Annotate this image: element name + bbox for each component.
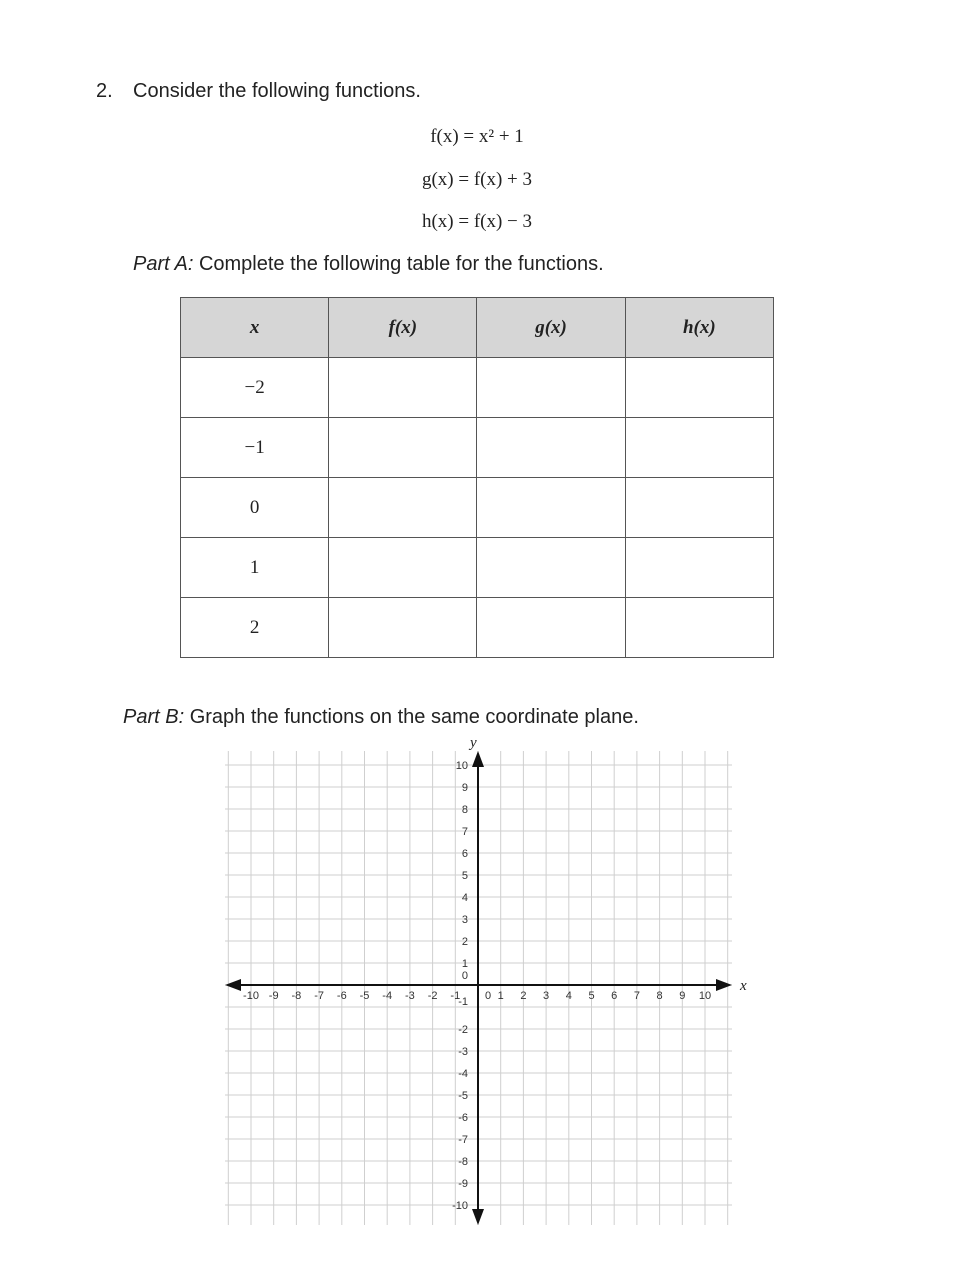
y-tick-label: 0 <box>461 970 468 982</box>
x-tick-label: 10 <box>698 990 712 1002</box>
x-tick-label: 7 <box>633 990 640 1002</box>
equation-g: g(x) = f(x) + 3 <box>421 169 533 190</box>
x-tick-label: -9 <box>268 990 279 1002</box>
part-a-text: Complete the following table for the functions. <box>193 253 604 275</box>
y-tick-label: 9 <box>461 782 468 794</box>
y-tick-label: -4 <box>458 1068 468 1080</box>
y-tick-label: -6 <box>458 1112 468 1124</box>
y-tick-label: 1 <box>461 958 468 970</box>
question-number: 2. <box>96 80 113 102</box>
x-tick-label: -5 <box>359 990 370 1002</box>
y-tick-label: -8 <box>458 1156 468 1168</box>
y-tick-label: 6 <box>461 848 468 860</box>
y-tick-label: 4 <box>461 892 468 904</box>
y-tick-label: 2 <box>461 936 468 948</box>
x-tick-label: 0 <box>484 990 492 1002</box>
part-a-label: Part A: <box>133 253 194 275</box>
part-b-text: Graph the functions on the same coordinate plane. <box>184 706 639 728</box>
x-value: 1 <box>181 538 329 598</box>
x-tick-label: 9 <box>679 990 686 1002</box>
y-axis-bottom-arrow <box>472 1209 484 1225</box>
x-tick-label: -10 <box>243 990 259 1002</box>
x-value: 0 <box>181 478 329 538</box>
y-tick-label: -2 <box>458 1024 468 1036</box>
y-tick-label: -9 <box>458 1178 468 1190</box>
x-tick-label: -4 <box>382 990 393 1002</box>
x-tick-label: 8 <box>656 990 663 1002</box>
y-tick-label: 7 <box>461 826 468 838</box>
y-axis-label: y <box>470 735 477 751</box>
x-axis-right-arrow <box>716 979 732 991</box>
x-tick-label: 1 <box>497 990 504 1002</box>
x-tick-label: 3 <box>543 990 550 1002</box>
y-tick-label: -3 <box>458 1046 468 1058</box>
header-h: h(x) <box>625 298 773 358</box>
x-tick-label: 6 <box>611 990 618 1002</box>
x-value: 2 <box>181 598 329 658</box>
x-axis-label: x <box>740 978 747 994</box>
y-tick-label: -10 <box>452 1200 468 1212</box>
header-x: x <box>181 298 329 358</box>
y-tick-label: 10 <box>455 760 468 772</box>
x-value: −2 <box>181 358 329 418</box>
x-tick-label: 4 <box>565 990 572 1002</box>
x-value: −1 <box>181 418 329 478</box>
y-tick-label: 8 <box>461 804 468 816</box>
x-tick-label: -6 <box>336 990 347 1002</box>
axes <box>225 751 732 1225</box>
y-tick-label: -5 <box>458 1090 468 1102</box>
y-tick-label: 3 <box>461 914 468 926</box>
x-tick-label: 2 <box>520 990 527 1002</box>
y-tick-label: -1 <box>458 996 468 1008</box>
x-tick-label: -3 <box>405 990 415 1002</box>
header-g: g(x) <box>477 298 625 358</box>
x-tick-label: 5 <box>588 990 595 1002</box>
x-tick-label: -2 <box>427 990 438 1002</box>
equation-h: h(x) = f(x) − 3 <box>421 211 533 232</box>
y-tick-label: -7 <box>458 1134 468 1146</box>
x-tick-label: -8 <box>291 990 302 1002</box>
y-tick-label: 5 <box>461 870 468 882</box>
y-axis-top-arrow <box>472 751 484 767</box>
x-axis-left-arrow <box>225 979 241 991</box>
part-b-label: Part B: <box>123 706 185 728</box>
header-f: f(x) <box>329 298 477 358</box>
x-tick-label: -1 <box>450 990 461 1002</box>
equation-f: f(x) = x² + 1 <box>430 126 524 147</box>
question-intro: Consider the following functions. <box>133 80 421 102</box>
x-tick-label: -7 <box>314 990 324 1002</box>
